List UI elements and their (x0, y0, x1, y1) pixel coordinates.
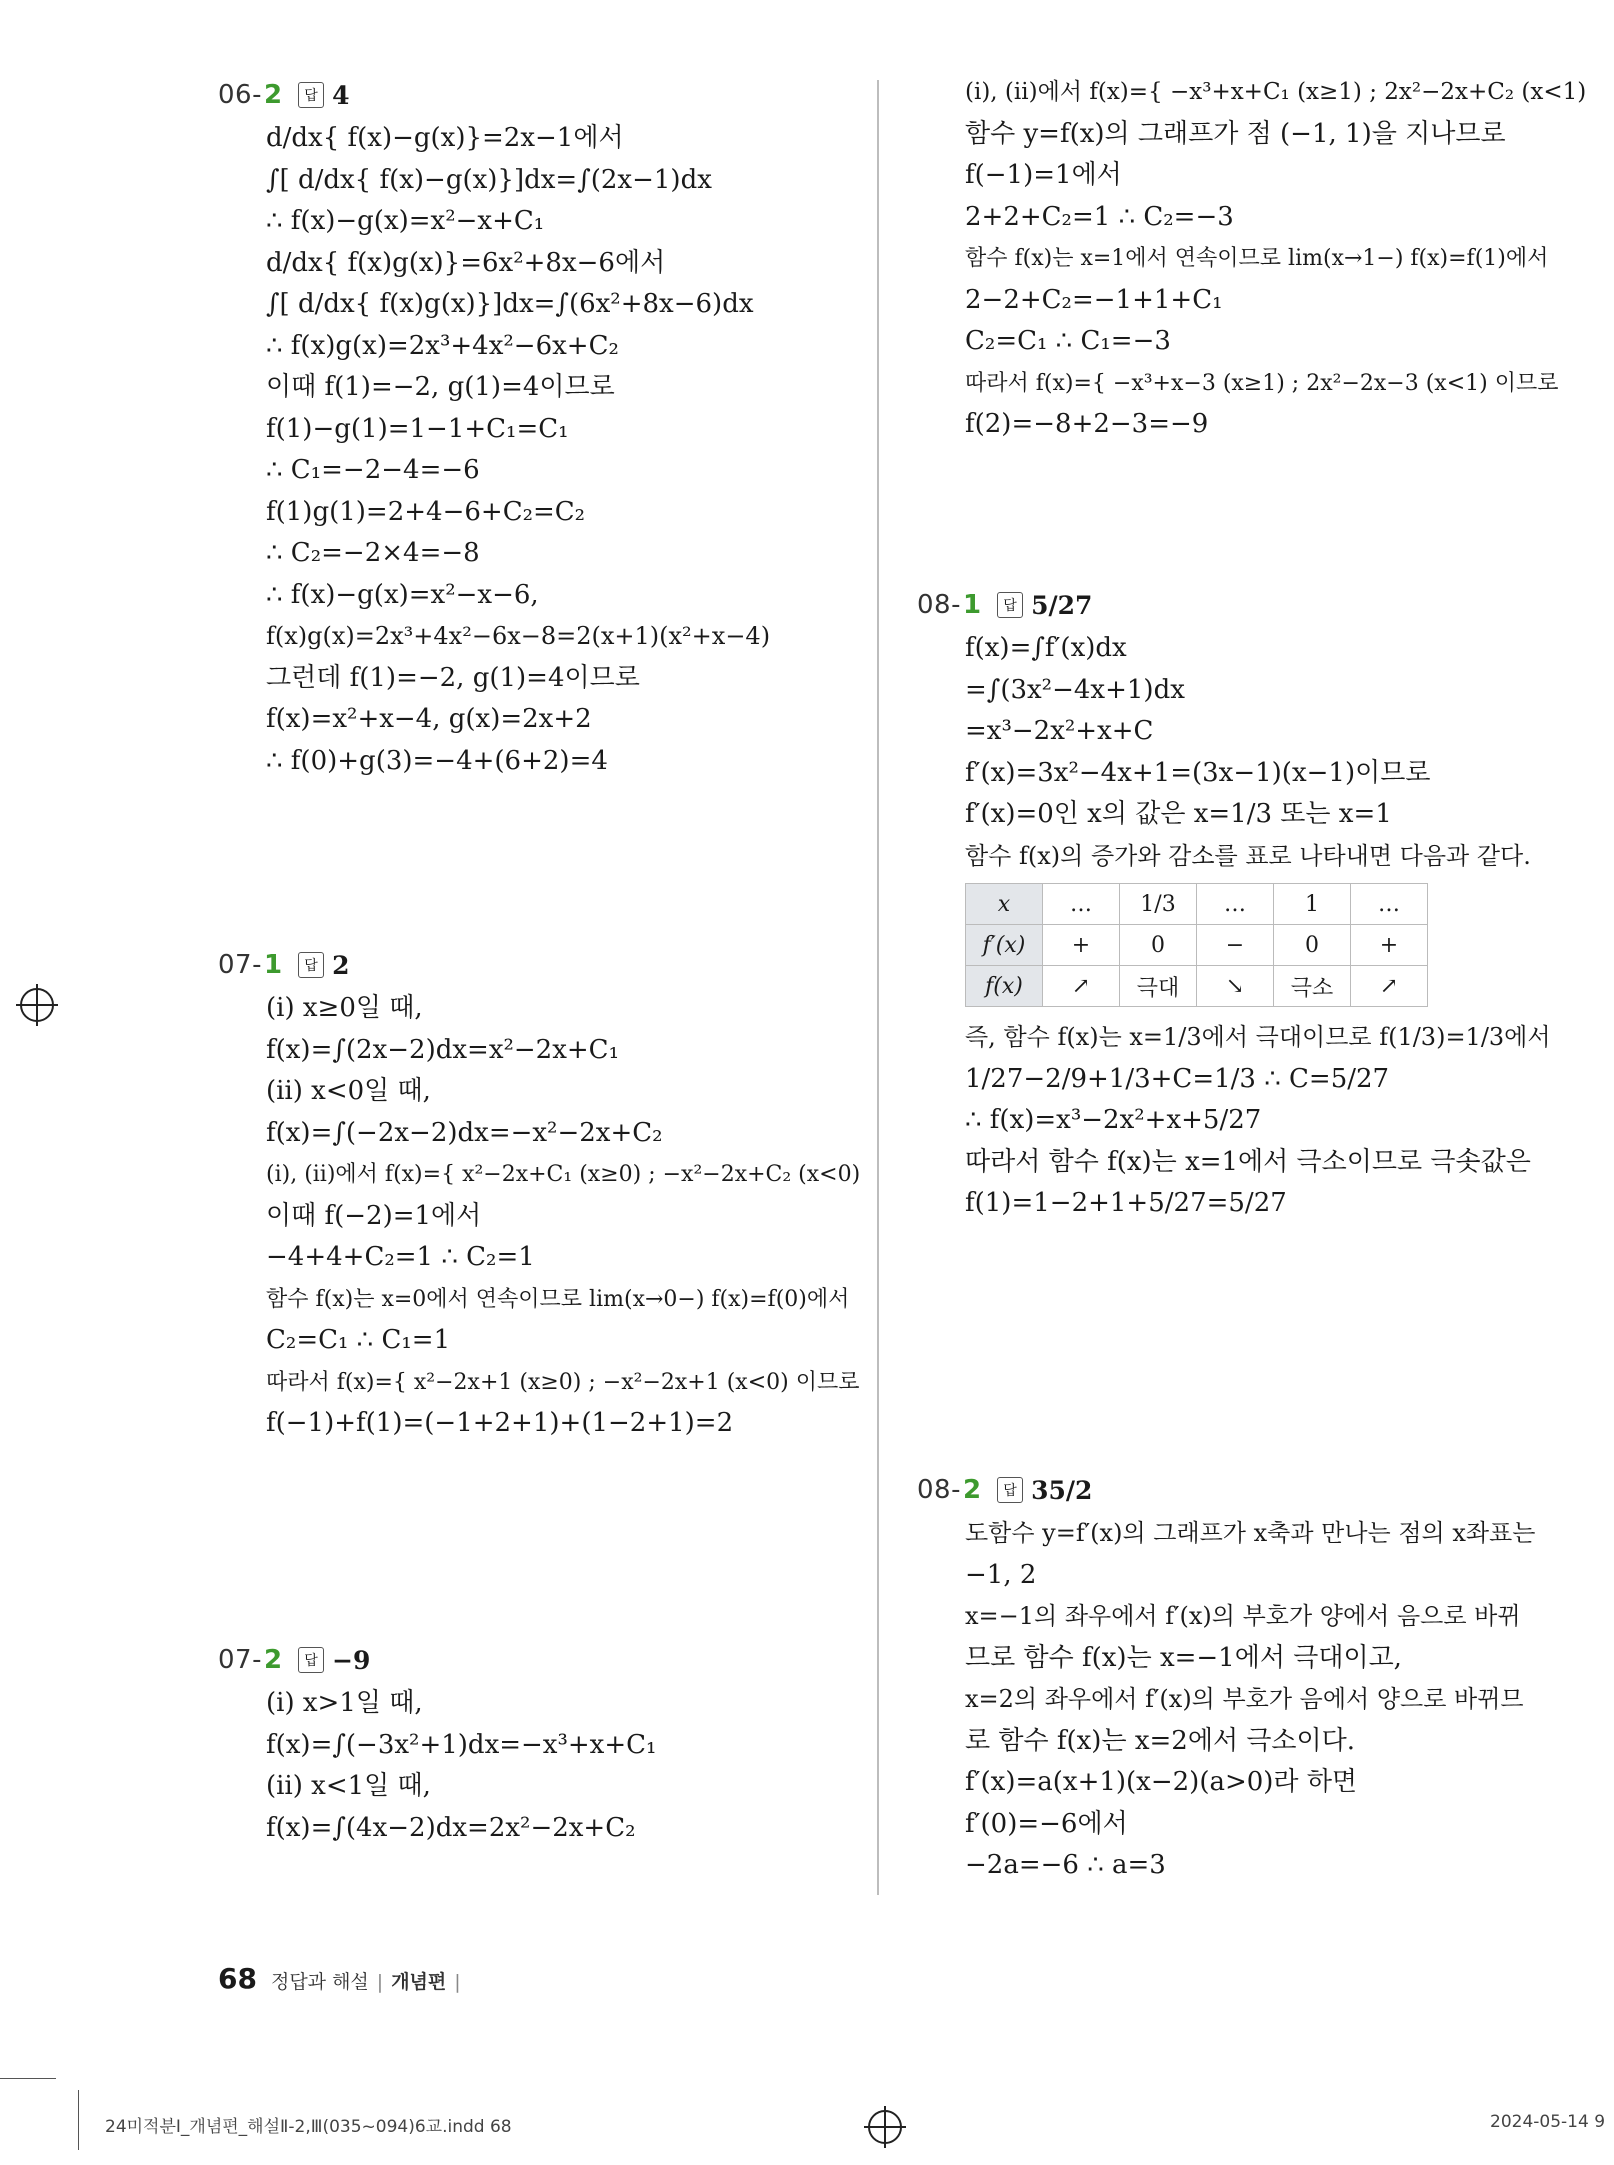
solution-line: f′(x)=3x²−4x+1=(3x−1)(x−1)이므로 (965, 757, 1431, 788)
solution-line: f′(x)=a(x+1)(x−2)(a>0)라 하면 (965, 1767, 1358, 1797)
solution-line: x=−1의 좌우에서 f′(x)의 부호가 양에서 음으로 바뀌 (965, 1602, 1521, 1630)
table-cell: 0 (1120, 925, 1197, 966)
solution-line: f(x)=x²+x−4, g(x)=2x+2 (266, 704, 592, 734)
table-cell: + (1351, 925, 1428, 966)
problem-number: 06- (218, 80, 262, 110)
solution-line: 따라서 함수 f(x)는 x=1에서 극소이므로 극솟값은 (965, 1146, 1531, 1177)
problem-subnumber: 1 (263, 950, 283, 980)
problem-header (218, 72, 858, 118)
solution-line: ∫[ d/dx{ f(x)g(x)}]dx=∫(6x²+8x−6)dx (266, 289, 754, 319)
solution-line: 함수 f(x)는 x=1에서 연속이므로 lim(x→1−) f(x)=f(1)에서 (965, 246, 1549, 271)
answer-value: 4 (332, 80, 350, 110)
solution-line: 함수 y=f(x)의 그래프가 점 (−1, 1)을 지나므로 (965, 118, 1506, 149)
table-cell: ↗ (1351, 966, 1428, 1007)
table-cell: … (1351, 884, 1428, 925)
solution-line: f(1)=1−2+1+5/27=5/27 (965, 1188, 1287, 1218)
solution-line: 이때 f(1)=−2, g(1)=4이므로 (266, 372, 615, 402)
answer-value: −9 (332, 1645, 371, 1675)
problem-header (917, 1467, 1557, 1513)
solution-line: ∫[ d/dx{ f(x)−g(x)}]dx=∫(2x−1)dx (266, 164, 712, 195)
solution-line: −1, 2 (965, 1559, 1037, 1590)
footer-label: 정답과 해설 (270, 1971, 369, 1993)
solution-line: (ⅱ) x<1일 때, (266, 1771, 431, 1801)
solution-line: 즉, 함수 f(x)는 x=1/3에서 극대이므로 f(1/3)=1/3에서 (965, 1023, 1551, 1051)
problem-header (917, 582, 1557, 628)
problem-number: 07- (218, 1645, 262, 1675)
solution-line: 따라서 f(x)={ −x³+x−3 (x≥1) ; 2x²−2x−3 (x<1) 이므로 (965, 370, 1559, 396)
table-row (966, 966, 1428, 1007)
solution-line: C₂=C₁ ∴ C₁=1 (266, 1325, 451, 1355)
solution-line: f(x)=∫f′(x)dx (965, 633, 1127, 663)
table-row (966, 884, 1428, 925)
problem-07-2 (218, 1637, 858, 1849)
page-footer (218, 1962, 469, 1995)
problem-08-2 (917, 1467, 1557, 1887)
table-cell: 극소 (1274, 966, 1351, 1007)
table-cell: 1 (1274, 884, 1351, 925)
increase-decrease-table (917, 883, 1557, 1007)
solution-line: −2a=−6 ∴ a=3 (965, 1850, 1166, 1880)
solution-line: 이때 f(−2)=1에서 (266, 1200, 482, 1231)
answer-box-icon: 답 (298, 952, 324, 978)
table-cell: + (1043, 925, 1120, 966)
answer-value: 2 (332, 950, 350, 980)
registration-mark-icon (868, 2110, 902, 2144)
solution-line: 1/27−2/9+1/3+C=1/3 ∴ C=5/27 (965, 1063, 1390, 1094)
solution-line: C₂=C₁ ∴ C₁=−3 (965, 326, 1171, 356)
solution-line: =∫(3x²−4x+1)dx (965, 674, 1185, 705)
problem-subnumber: 2 (263, 1645, 283, 1675)
solution-line: ∴ f(x)=x³−2x²+x+5/27 (965, 1105, 1262, 1135)
solution-line: ∴ C₂=−2×4=−8 (266, 538, 480, 568)
solution-line: 함수 f(x)의 증가와 감소를 표로 나타내면 다음과 같다. (965, 841, 1531, 870)
solution-line: 로 함수 f(x)는 x=2에서 극소이다. (965, 1725, 1356, 1756)
table-cell: x (966, 884, 1043, 925)
problem-06-2 (218, 72, 858, 782)
solution-line: f(x)=∫(4x−2)dx=2x²−2x+C₂ (266, 1812, 636, 1843)
solution-line: 그런데 f(1)=−2, g(1)=4이므로 (266, 662, 640, 693)
solution-line: (ⅰ), (ⅱ)에서 f(x)={ −x³+x+C₁ (x≥1) ; 2x²−2x+C₂ (x<1) (965, 79, 1587, 105)
answer-value: 5/27 (1031, 590, 1093, 620)
answer-box-icon: 답 (298, 1647, 324, 1673)
solution-line: ∴ f(x)−g(x)=x²−x−6, (266, 579, 539, 610)
table-cell: 0 (1274, 925, 1351, 966)
problem-subnumber: 2 (263, 80, 283, 110)
column-divider (877, 80, 879, 1895)
footer-section: 개념편 (391, 1971, 447, 1993)
page-number: 68 (218, 1962, 257, 1995)
solution-line: 함수 f(x)는 x=0에서 연속이므로 lim(x→0−) f(x)=f(0)에서 (266, 1286, 850, 1312)
problem-header (218, 1637, 858, 1683)
answer-box-icon: 답 (298, 82, 324, 108)
solution-line: 도함수 y=f′(x)의 그래프가 x축과 만나는 점의 x좌표는 (965, 1519, 1536, 1547)
solution-line: 2+2+C₂=1 ∴ C₂=−3 (965, 201, 1234, 232)
solution-line: f′(x)=0인 x의 값은 x=1/3 또는 x=1 (965, 799, 1392, 829)
answer-box-icon: 답 (997, 1477, 1023, 1503)
table-cell: 극대 (1120, 966, 1197, 1007)
solution-line: ∴ C₁=−2−4=−6 (266, 455, 480, 485)
solution-line: f(x)=∫(−2x−2)dx=−x²−2x+C₂ (266, 1117, 663, 1148)
table-cell: − (1197, 925, 1274, 966)
table-cell: ↗ (1043, 966, 1120, 1007)
table-cell: 1/3 (1120, 884, 1197, 925)
footer-separator: | (376, 1971, 384, 1993)
answer-box-icon: 답 (997, 592, 1023, 618)
solution-line: d/dx{ f(x)−g(x)}=2x−1에서 (266, 123, 624, 153)
print-file-info: 24미적분Ⅰ_개념편_해설Ⅱ-2,Ⅲ(035~094)6교.indd 68 (105, 2117, 512, 2137)
solution-line: x=2의 좌우에서 f′(x)의 부호가 음에서 양으로 바뀌므 (965, 1685, 1524, 1713)
print-date: 2024-05-14 9 (1490, 2112, 1606, 2132)
solution-line: f(−1)+f(1)=(−1+2+1)+(1−2+1)=2 (266, 1408, 734, 1438)
solution-line: ∴ f(0)+g(3)=−4+(6+2)=4 (266, 745, 608, 776)
solution-line: (ⅱ) x<0일 때, (266, 1076, 431, 1106)
registration-mark-icon (20, 988, 54, 1022)
solution-line: f′(0)=−6에서 (965, 1808, 1128, 1839)
footer-separator: | (454, 1971, 461, 1993)
solution-line: f(x)=∫(2x−2)dx=x²−2x+C₁ (266, 1034, 619, 1065)
table-cell: f′(x) (966, 925, 1043, 966)
crop-mark (78, 2090, 79, 2150)
answer-value: 35/2 (1031, 1475, 1093, 1505)
problem-number: 08- (917, 1475, 961, 1505)
solution-line: (ⅰ), (ⅱ)에서 f(x)={ x²−2x+C₁ (x≥0) ; −x²−2x+C₂ (x<0) (266, 1162, 861, 1187)
table-cell: … (1197, 884, 1274, 925)
solution-line: f(x)=∫(−3x²+1)dx=−x³+x+C₁ (266, 1729, 657, 1760)
solution-line: 따라서 f(x)={ x²−2x+1 (x≥0) ; −x²−2x+1 (x<0) 이므로 (266, 1369, 860, 1395)
problem-header (218, 942, 858, 988)
problem-subnumber: 2 (962, 1475, 982, 1505)
problem-08-1 (917, 582, 1557, 1225)
problem-07-1 (218, 942, 861, 1445)
table-cell: … (1043, 884, 1120, 925)
solution-line: f(2)=−8+2−3=−9 (965, 409, 1209, 439)
solution-line: −4+4+C₂=1 ∴ C₂=1 (266, 1242, 535, 1272)
problem-number: 08- (917, 590, 961, 620)
table-cell: f(x) (966, 966, 1043, 1007)
solution-line: f(x)g(x)=2x³+4x²−6x−8=2(x+1)(x²+x−4) (266, 622, 771, 650)
solution-line: (ⅰ) x>1일 때, (266, 1688, 423, 1718)
variation-table (965, 883, 1428, 1007)
table-row (966, 925, 1428, 966)
table-cell: ↘ (1197, 966, 1274, 1007)
solution-line: f(1)g(1)=2+4−6+C₂=C₂ (266, 496, 586, 527)
crop-mark (0, 2078, 56, 2079)
problem-subnumber: 1 (962, 590, 982, 620)
problem-number: 07- (218, 950, 262, 980)
solution-line: 2−2+C₂=−1+1+C₁ (965, 284, 1223, 315)
solution-line: =x³−2x²+x+C (965, 716, 1154, 746)
solution-line: f(1)−g(1)=1−1+C₁=C₁ (266, 413, 569, 444)
solution-line: (ⅰ) x≥0일 때, (266, 993, 423, 1023)
solution-line: ∴ f(x)g(x)=2x³+4x²−6x+C₂ (266, 330, 619, 361)
solution-line: 므로 함수 f(x)는 x=−1에서 극대이고, (965, 1642, 1402, 1673)
solution-line: ∴ f(x)−g(x)=x²−x+C₁ (266, 206, 545, 236)
solution-line: d/dx{ f(x)g(x)}=6x²+8x−6에서 (266, 247, 666, 278)
solution-line: f(−1)=1에서 (965, 160, 1122, 190)
problem-07-2-continued (917, 72, 1587, 446)
